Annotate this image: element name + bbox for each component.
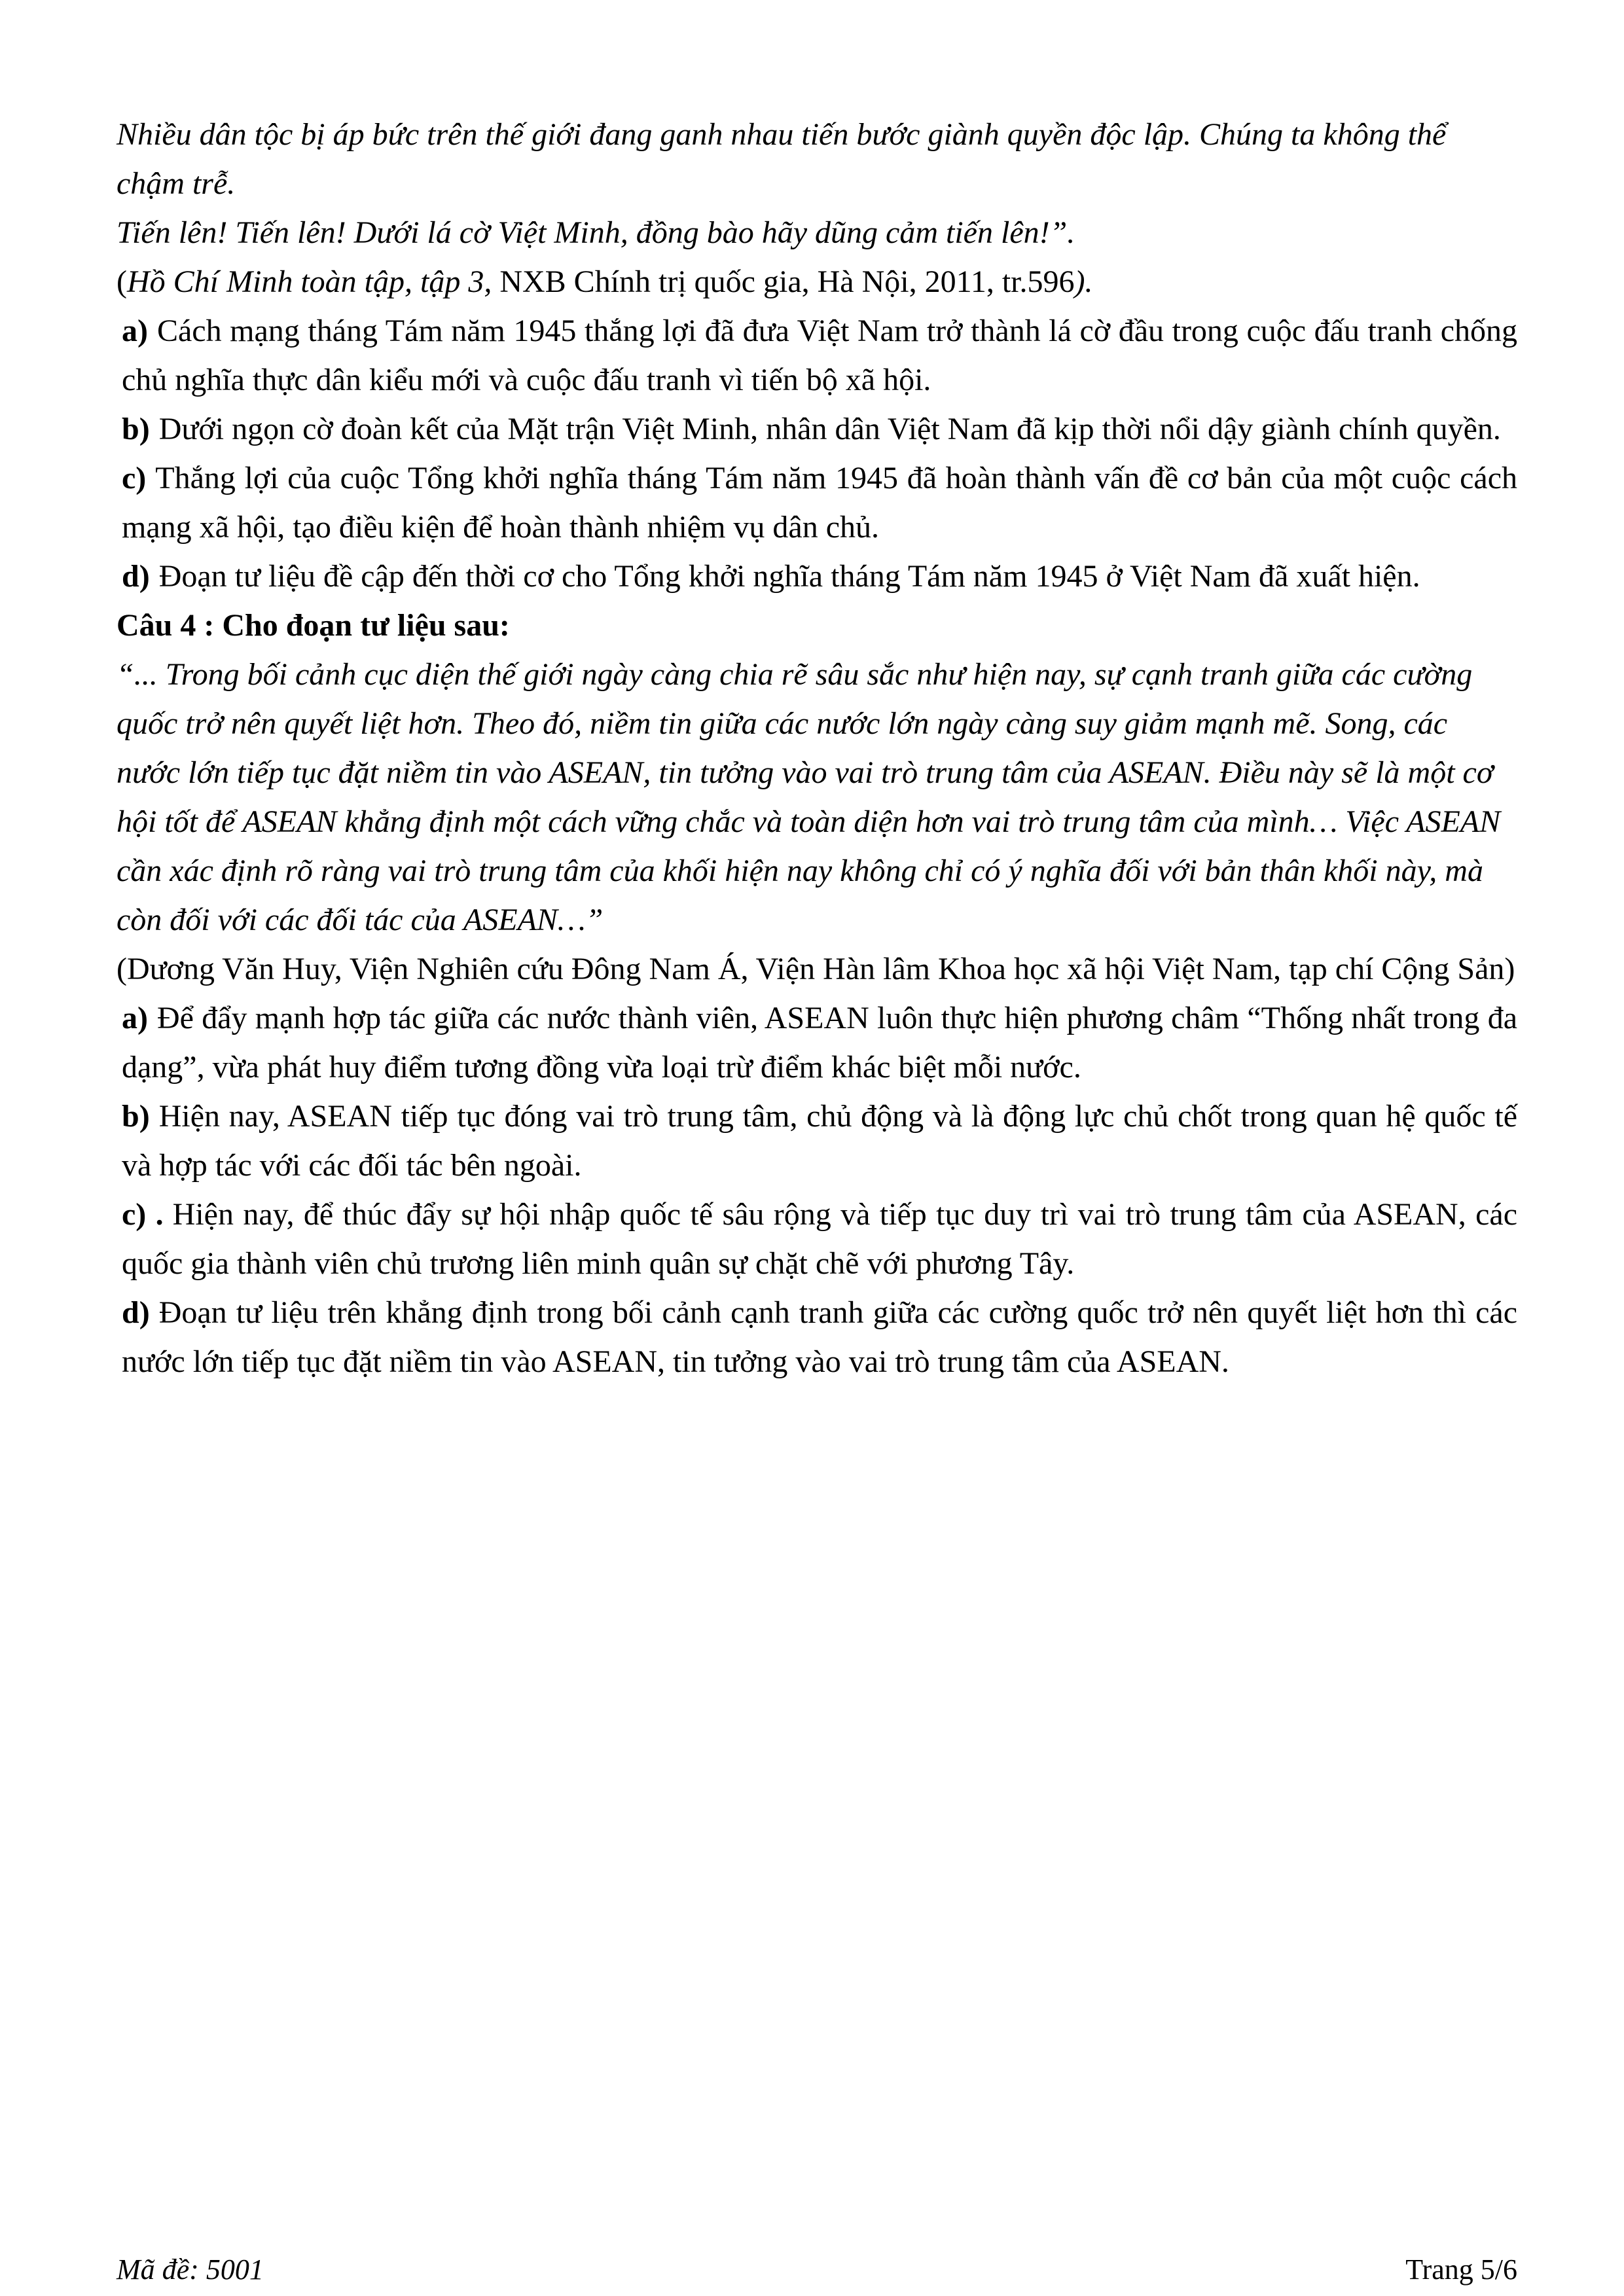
q4-quote: “... Trong bối cảnh cục diện thế giới ngày càng chia rẽ sâu sắc như hiện nay, sự cạnh tranh giữa các cường quốc trở nên quyết liệt hơn. Theo đó, niềm tin giữa các nước lớn ngày càng suy giảm mạnh mẽ. Song, các nước lớn tiếp tục đặt niềm tin vào ASEAN, tin tưởng vào vai trò trung tâm của ASEAN. Điều này sẽ là một cơ hội tốt để ASEAN khẳng định một cách vững chắc và toàn diện hơn vai trò trung tâm của mình… Việc ASEAN cần xác định rõ ràng vai trò trung tâm của khối hiện nay không chỉ có ý nghĩa đối với bản thân khối này, mà còn đối với các đối tác của ASEAN…” [117,657,1501,937]
source-open: ( [117,264,127,299]
option-text: Thắng lợi của cuộc Tổng khởi nghĩa tháng Tám năm 1945 đã hoàn thành vấn đề cơ bản của một cuộc cách mạng xã hội, tạo điều kiện để hoàn thành nhiệm vụ dân chủ. [122,461,1517,545]
option-label: c) . [122,1197,164,1232]
option-label: c) [122,461,147,495]
option-text: Để đẩy mạnh hợp tác giữa các nước thành viên, ASEAN luôn thực hiện phương châm “Thống nhất trong đa dạng”, vừa phát huy điểm tương đồng vừa loại trừ điểm khác biệt mỗi nước. [122,1001,1517,1085]
option-text: Hiện nay, để thúc đẩy sự hội nhập quốc tế sâu rộng và tiếp tục duy trì vai trò trung tâm của ASEAN, các quốc gia thành viên chủ trương liên minh quân sự chặt chẽ với phương Tây. [122,1197,1517,1281]
q4-option-c [117,1190,1517,1288]
source-publisher: NXB Chính trị quốc gia, Hà Nội, 2011, tr.596 [492,264,1075,299]
passage-source [117,257,1517,306]
q3-option-d [117,552,1517,601]
option-label: b) [122,412,150,446]
page-number: Trang 5/6 [1405,2253,1517,2286]
option-label: d) [122,1295,150,1330]
source-book-title: Hồ Chí Minh toàn tập, tập 3, [126,264,492,299]
passage-paragraph: Tiến lên! Tiến lên! Dưới lá cờ Việt Minh, đồng bào hãy dũng cảm tiến lên!”. [117,215,1075,250]
q4-option-d [117,1288,1517,1386]
exam-code: Mã đề: 5001 [117,2253,264,2286]
option-label: d) [122,559,150,594]
option-label: a) [122,1001,148,1035]
q4-option-a [117,994,1517,1092]
q3-option-b [117,404,1517,454]
option-text: Dưới ngọn cờ đoàn kết của Mặt trận Việt Minh, nhân dân Việt Nam đã kịp thời nổi dậy giành chính quyền. [158,412,1501,446]
source-close: ). [1074,264,1093,299]
option-text: Hiện nay, ASEAN tiếp tục đóng vai trò trung tâm, chủ động và là động lực chủ chốt trong quan hệ quốc tế và hợp tác với các đối tác bên ngoài. [122,1099,1517,1183]
q3-option-a [117,306,1517,404]
option-label: b) [122,1099,150,1134]
q3-option-c [117,454,1517,552]
option-text: Đoạn tư liệu trên khẳng định trong bối cảnh cạnh tranh giữa các cường quốc trở nên quyết liệt hơn thì các nước lớn tiếp tục đặt niềm tin vào ASEAN, tin tưởng vào vai trò trung tâm của ASEAN. [122,1295,1517,1379]
q4-source: (Dương Văn Huy, Viện Nghiên cứu Đông Nam Á, Viện Hàn lâm Khoa học xã hội Việt Nam, tạp chí Cộng Sản) [117,952,1515,986]
page-footer [117,2251,1517,2288]
q4-heading: Câu 4 : Cho đoạn tư liệu sau: [117,608,510,643]
option-label: a) [122,314,148,348]
option-text: Đoạn tư liệu đề cập đến thời cơ cho Tổng khởi nghĩa tháng Tám năm 1945 ở Việt Nam đã xuất hiện. [158,559,1420,594]
passage-paragraph: Nhiều dân tộc bị áp bức trên thế giới đang ganh nhau tiến bước giành quyền độc lập. Chúng ta không thể chậm trễ. [117,117,1447,201]
exam-page-body [117,110,1517,1386]
q4-option-b [117,1092,1517,1190]
option-text: Cách mạng tháng Tám năm 1945 thắng lợi đã đưa Việt Nam trở thành lá cờ đầu trong cuộc đấu tranh chống chủ nghĩa thực dân kiểu mới và cuộc đấu tranh vì tiến bộ xã hội. [122,314,1517,397]
